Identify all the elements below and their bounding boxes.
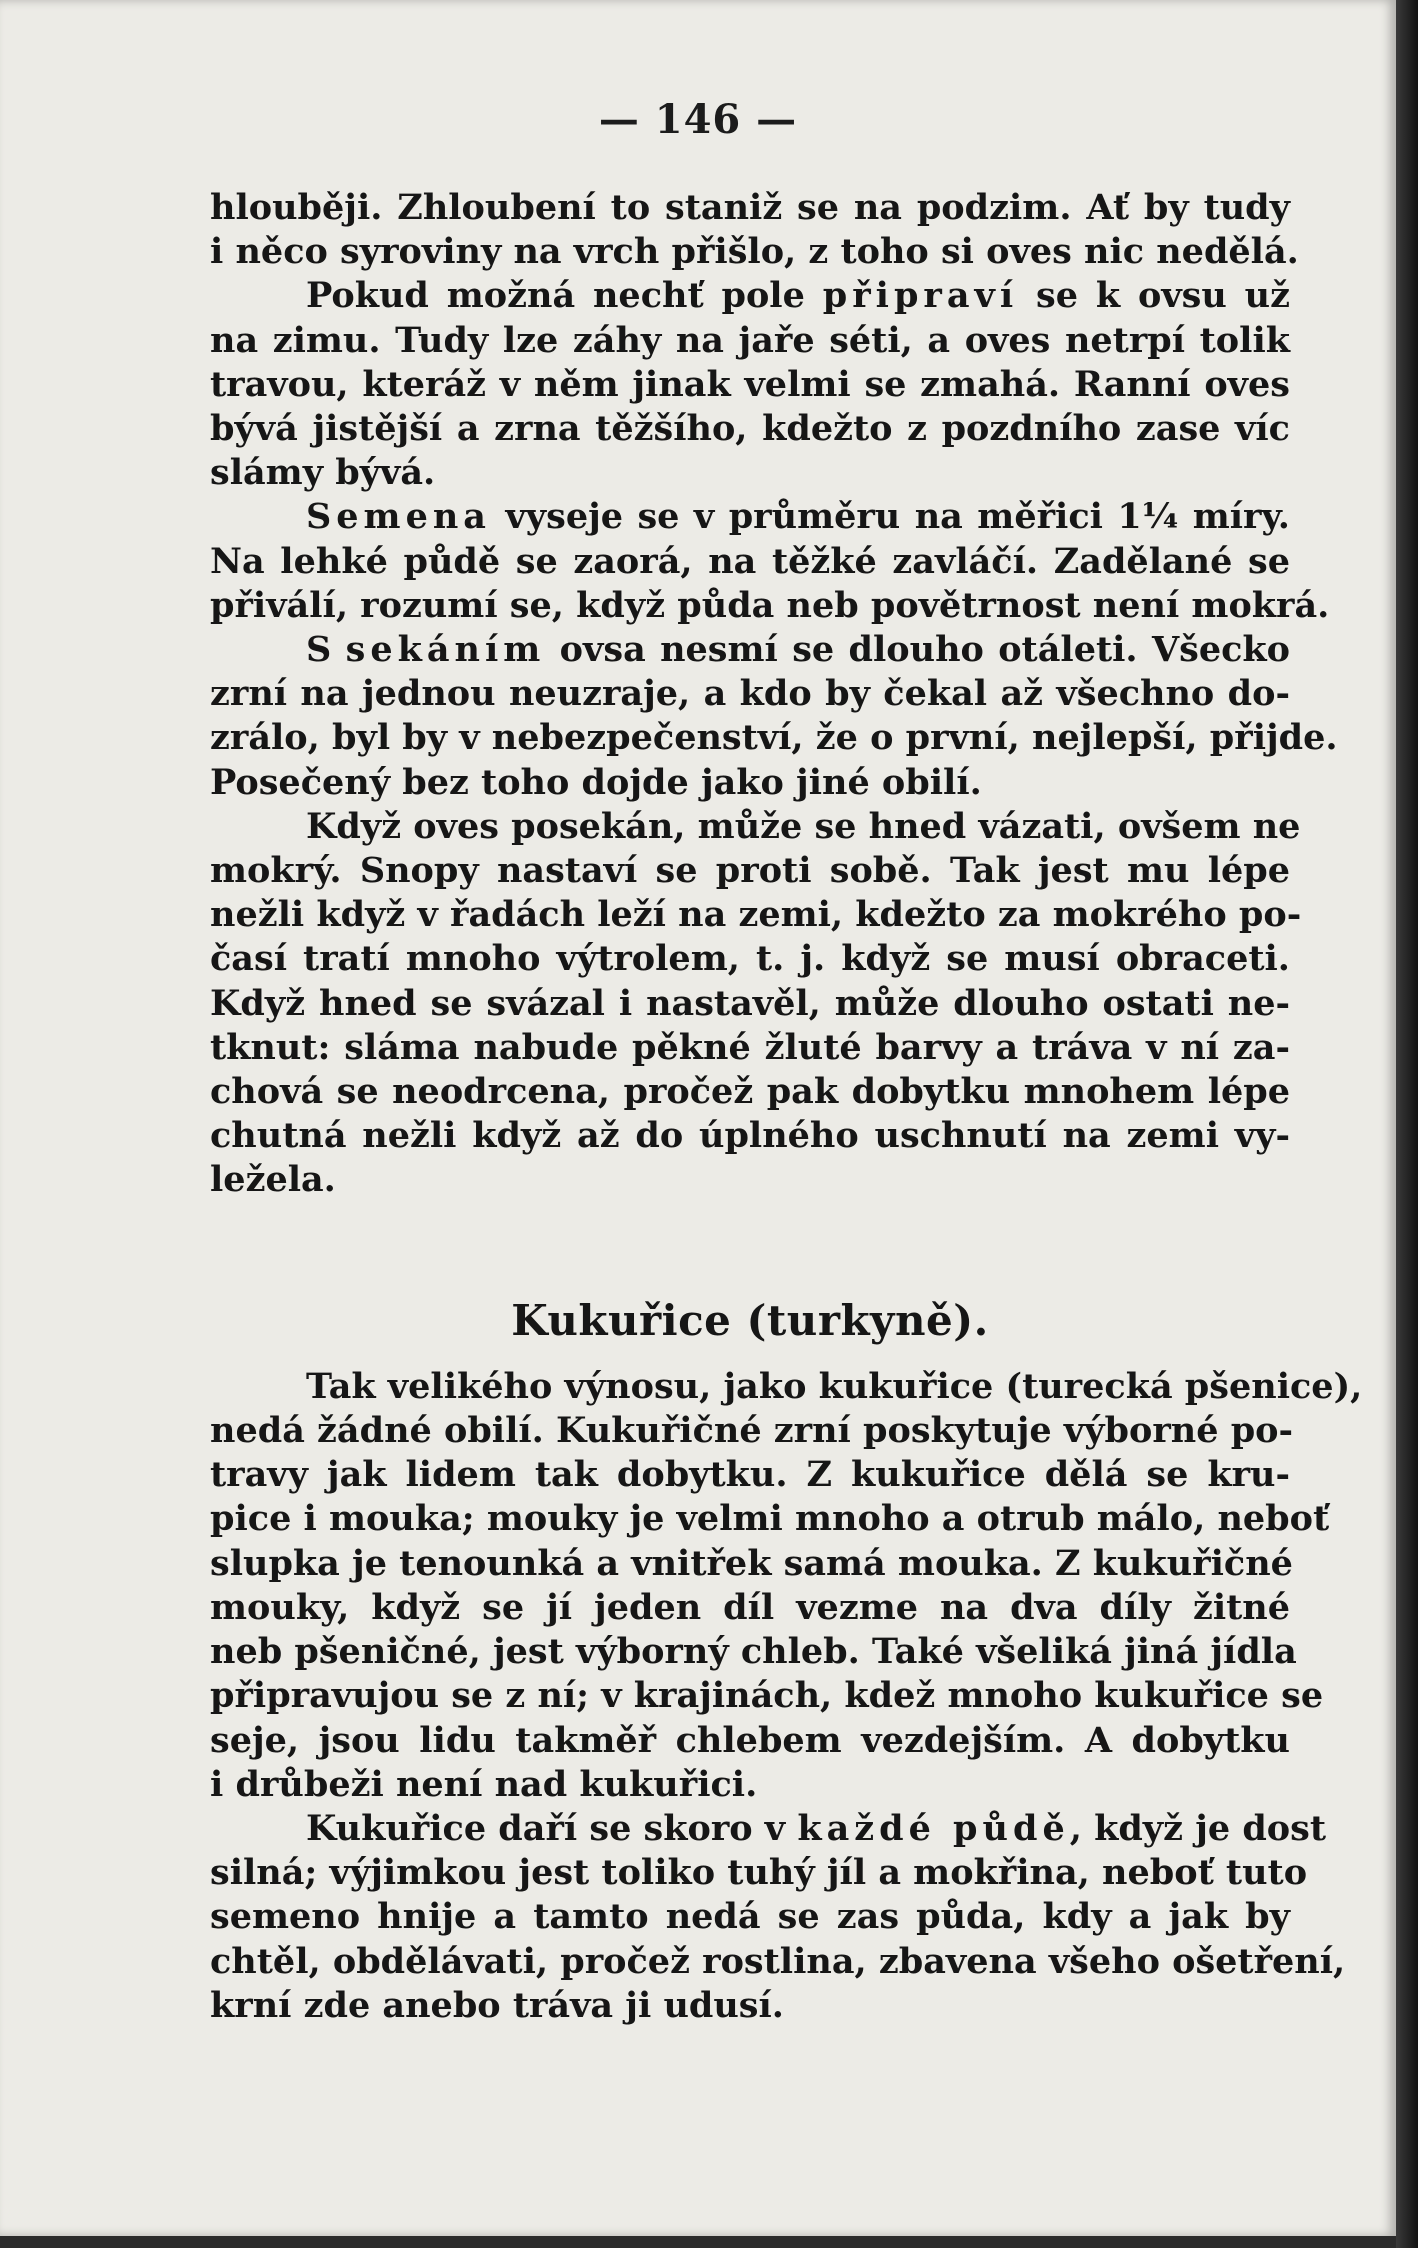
text-line [210, 628, 1290, 672]
text-line: Na lehké půdě se zaorá, na těžké zavláčí. Zadělané se [210, 540, 1290, 582]
text-line: Tak velikého výnosu, jako kukuřice (turecká pšenice), [306, 1365, 1363, 1407]
text-line: zrálo, byl by v nebezpečenství, že o první, nejlepší, přijde. [210, 717, 1338, 759]
spaced-emphasis: každé půdě [797, 1807, 1070, 1849]
page-number: — 146 — [598, 96, 798, 143]
text-run: S [306, 629, 346, 671]
spaced-emphasis: Semena [306, 496, 491, 538]
text-line: Posečený bez toho dojde jako jiné obilí. [210, 761, 982, 803]
text-line: semeno hnije a tamto nedá se zas půda, kdy a jak by [210, 1896, 1290, 1938]
text-line: časí tratí mnoho výtrolem, t. j. když se musí obraceti. [210, 938, 1290, 980]
text-line: krní zde anebo tráva ji udusí. [210, 1984, 784, 2026]
book-spine-edge [1396, 0, 1418, 2248]
section-heading: Kukuřice (turkyně). [511, 1295, 989, 1345]
spaced-emphasis: sekáním [345, 629, 546, 671]
text-line: nežli když v řadách leží na zemi, kdežto za mokrého po- [210, 894, 1302, 936]
text-line: zrní na jednou neuzraje, a kdo by čekal až všechno do- [210, 673, 1290, 715]
text-line: i něco syroviny na vrch přišlo, z toho si oves nic nedělá. [210, 231, 1299, 273]
text-run: Pokud možná nechť pole [306, 275, 823, 317]
text-line: slupka je tenounká a vnitřek samá mouka. Z kukuřičné [210, 1542, 1293, 1584]
text-line: seje, jsou lidu takměř chlebem vezdejším. A dobytku [210, 1719, 1290, 1761]
page-text [210, 186, 1363, 2028]
text-line [210, 274, 1290, 318]
text-run: se k ovsu už [1018, 275, 1290, 317]
text-run: vyseje se v průměru na měřici 1¼ míry. [490, 496, 1290, 538]
text-line: mouky, když se jí jeden díl vezme na dva díly žitné [210, 1586, 1290, 1628]
spaced-emphasis: připraví [822, 275, 1019, 317]
text-line [210, 1807, 1327, 1851]
text-line: silná; výjimkou jest toliko tuhý jíl a mokřina, neboť tuto [210, 1852, 1308, 1894]
text-line: neb pšeničné, jest výborný chleb. Také všeliká jiná jídla [210, 1631, 1297, 1673]
text-line: mokrý. Snopy nastaví se proti sobě. Tak jest mu lépe [210, 850, 1290, 892]
text-line: Když oves posekán, může se hned vázati, ovšem ne [306, 805, 1301, 847]
text-line: tknut: sláma nabude pěkné žluté barvy a tráva v ní za- [210, 1026, 1290, 1068]
text-line: i drůbeži není nad kukuřici. [210, 1763, 758, 1805]
text-line: na zimu. Tudy lze záhy na jaře séti, a oves netrpí tolik [210, 319, 1290, 361]
text-line: připravujou se z ní; v krajinách, kdež mnoho kukuřice se [210, 1675, 1324, 1717]
text-run: , když je dost [1069, 1807, 1327, 1849]
text-line: chtěl, obdělávati, pročež rostlina, zbavena všeho ošetření, [210, 1940, 1346, 1982]
text-line: nedá žádné obilí. Kukuřičné zrní poskytuje výborné po- [210, 1410, 1294, 1452]
text-line [210, 495, 1290, 539]
text-run: ovsa nesmí se dlouho otáleti. Všecko [545, 629, 1291, 671]
text-line: Když hned se svázal i nastavěl, může dlouho ostati ne- [210, 982, 1290, 1024]
text-line: hlouběji. Zhloubení to staniž se na podzim. Ať by tudy [210, 187, 1290, 228]
text-line: chutná nežli když až do úplného uschnutí na zemi vy- [210, 1115, 1290, 1157]
text-line: přiválí, rozumí se, když půda neb povětrnost není mokrá. [210, 584, 1330, 626]
text-line: bývá jistější a zrna těžšího, kdežto z pozdního zase víc [210, 408, 1290, 450]
text-line: slámy bývá. [210, 452, 436, 494]
text-run: Kukuřice daří se skoro v [306, 1807, 798, 1849]
text-line: travy jak lidem tak dobytku. Z kukuřice dělá se kru- [210, 1454, 1290, 1496]
text-line: travou, kteráž v něm jinak velmi se zmahá. Ranní oves [210, 363, 1290, 405]
text-line: pice i mouka; mouky je velmi mnoho a otrub málo, neboť [210, 1498, 1330, 1540]
text-line: ležela. [210, 1159, 336, 1201]
text-line: chová se neodrcena, pročež pak dobytku mnohem lépe [210, 1071, 1290, 1113]
